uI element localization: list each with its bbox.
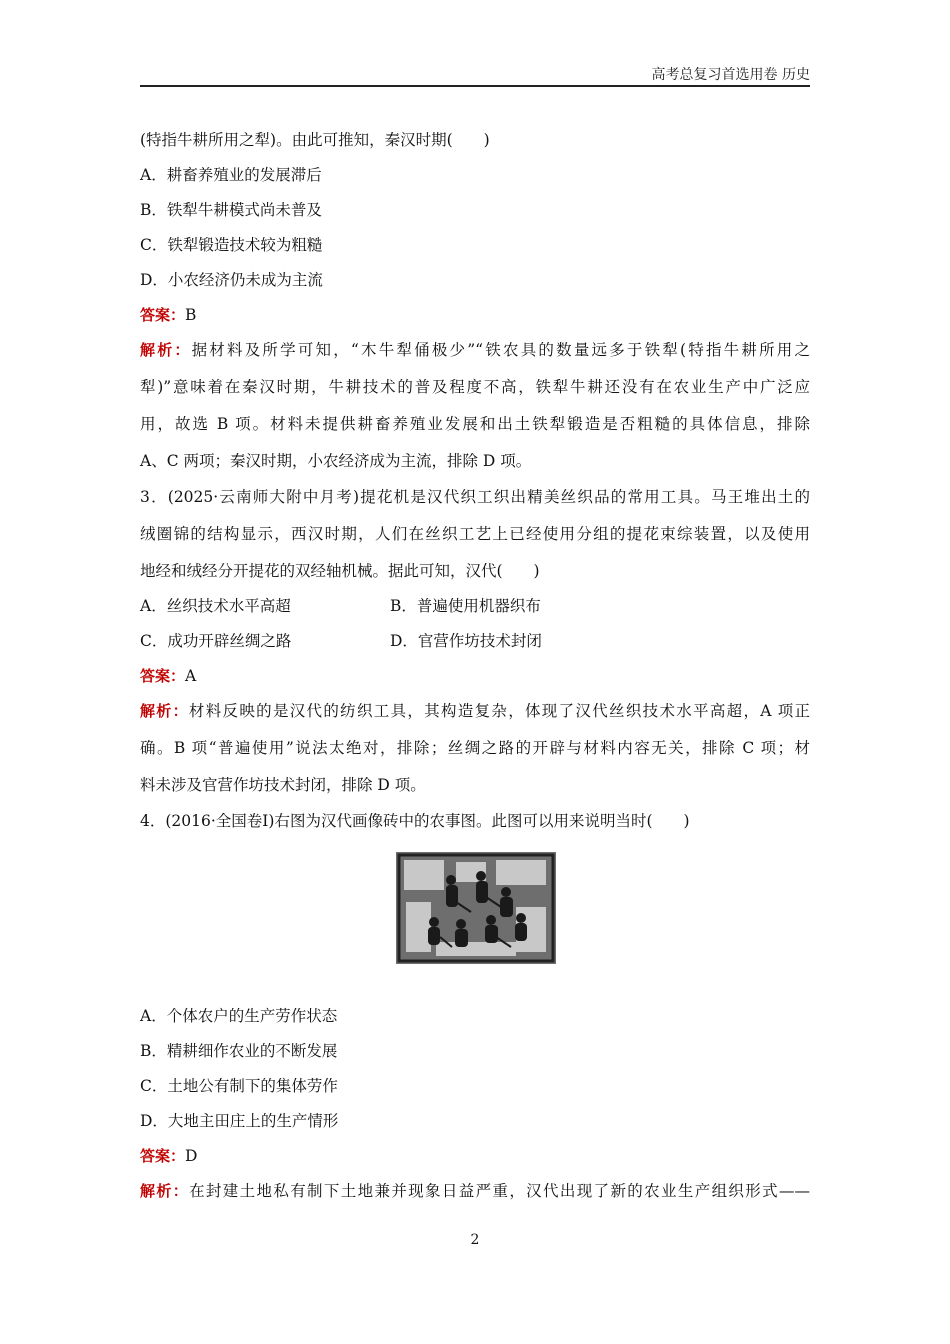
- q3-source: (2025·云南师大附中月考): [167, 488, 360, 506]
- q4-analysis-line-1: [140, 1181, 810, 1201]
- q2-analysis-text-1: 据材料及所学可知，“木牛犁俑极少”“铁农具的数量远多于铁犁(特指牛耕所用之: [191, 341, 810, 359]
- q2-option-d: D．小农经济仍未成为主流: [140, 271, 323, 289]
- q3-options-row-1: [140, 596, 810, 616]
- q2-stem-continuation: (特指牛耕所用之犁)。由此可推知，秦汉时期( ): [140, 131, 490, 149]
- q2-answer-value: B: [185, 306, 197, 324]
- q4-analysis-label: 解析：: [140, 1182, 190, 1200]
- header-rule: [140, 85, 810, 87]
- q4-answer: [140, 1146, 810, 1166]
- q3-analysis-label: 解析：: [140, 702, 189, 720]
- q4-option-b: B．精耕细作农业的不断发展: [140, 1042, 338, 1060]
- q2-analysis-line-2: 犁)”意味着在秦汉时期，牛耕技术的普及程度不高，铁犁牛耕还没有在农业生产中广泛应: [140, 378, 810, 396]
- q2-analysis-line-3: 用，故选 B 项。材料未提供耕畜养殖业发展和出土铁犁锻造是否粗糙的具体信息，排除: [140, 415, 810, 433]
- q3-stem-line-3: 地经和绒经分开提花的双经轴机械。据此可知，汉代( ): [140, 562, 540, 580]
- q2-answer: [140, 305, 810, 325]
- q2-option-c: C．铁犁锻造技术较为粗糙: [140, 236, 323, 254]
- q4-answer-label: 答案：: [140, 1147, 186, 1165]
- q3-option-c: C．成功开辟丝绸之路: [140, 632, 292, 650]
- q3-stem-text-1: 提花机是汉代织工织出精美丝织品的常用工具。马王堆出土的: [359, 488, 810, 506]
- q3-analysis-line-2: 确。B 项“普遍使用”说法太绝对，排除；丝绸之路的开辟与材料内容无关，排除 C 项；材: [140, 739, 810, 757]
- q3-answer: [140, 666, 810, 686]
- q2-analysis-label: 解析：: [140, 341, 192, 359]
- q2-analysis-line-1: [140, 340, 810, 360]
- q3-answer-value: A: [185, 667, 197, 685]
- q3-analysis-line-3: 料未涉及官营作坊技术封闭，排除 D 项。: [140, 776, 426, 794]
- q3-analysis-line-1: [140, 701, 810, 721]
- q3-stem-line-1: [140, 487, 810, 507]
- q2-analysis-line-4: A、C 两项；秦汉时期，小农经济成为主流，排除 D 项。: [140, 452, 532, 470]
- q2-answer-label: 答案：: [140, 306, 186, 324]
- q3-analysis-text-1: 材料反映的是汉代的纺织工具，其构造复杂，体现了汉代丝织技术水平高超，A 项正: [188, 702, 810, 720]
- q3-option-d: D．官营作坊技术封闭: [390, 632, 542, 650]
- q3-answer-label: 答案：: [140, 667, 186, 685]
- page-header-title: 高考总复习首选用卷 历史: [651, 67, 810, 83]
- farming-scene-image: [396, 852, 556, 964]
- q4-option-c: C．土地公有制下的集体劳作: [140, 1077, 338, 1095]
- q4-analysis-text-1: 在封建土地私有制下土地兼并现象日益严重，汉代出现了新的农业生产组织形式——: [189, 1182, 810, 1200]
- q4-option-a: A．个体农户的生产劳作状态: [140, 1007, 338, 1025]
- q3-number: 3．: [140, 488, 168, 506]
- q2-option-b: B．铁犁牛耕模式尚未普及: [140, 201, 322, 219]
- q4-answer-value: D: [185, 1147, 198, 1165]
- page-number: 2: [470, 1232, 480, 1248]
- q3-option-b: B．普遍使用机器织布: [390, 597, 541, 615]
- q3-options-row-2: [140, 631, 810, 651]
- q3-option-a: A．丝织技术水平高超: [140, 597, 291, 615]
- q2-option-a: A．耕畜养殖业的发展滞后: [140, 166, 322, 184]
- q3-stem-line-2: 绒圈锦的结构显示，西汉时期，人们在丝织工艺上已经使用分组的提花束综装置，以及使用: [140, 525, 810, 543]
- q4-option-d: D．大地主田庄上的生产情形: [140, 1112, 339, 1130]
- q4-stem: 4．(2016·全国卷Ⅰ)右图为汉代画像砖中的农事图。此图可以用来说明当时( ): [140, 812, 690, 830]
